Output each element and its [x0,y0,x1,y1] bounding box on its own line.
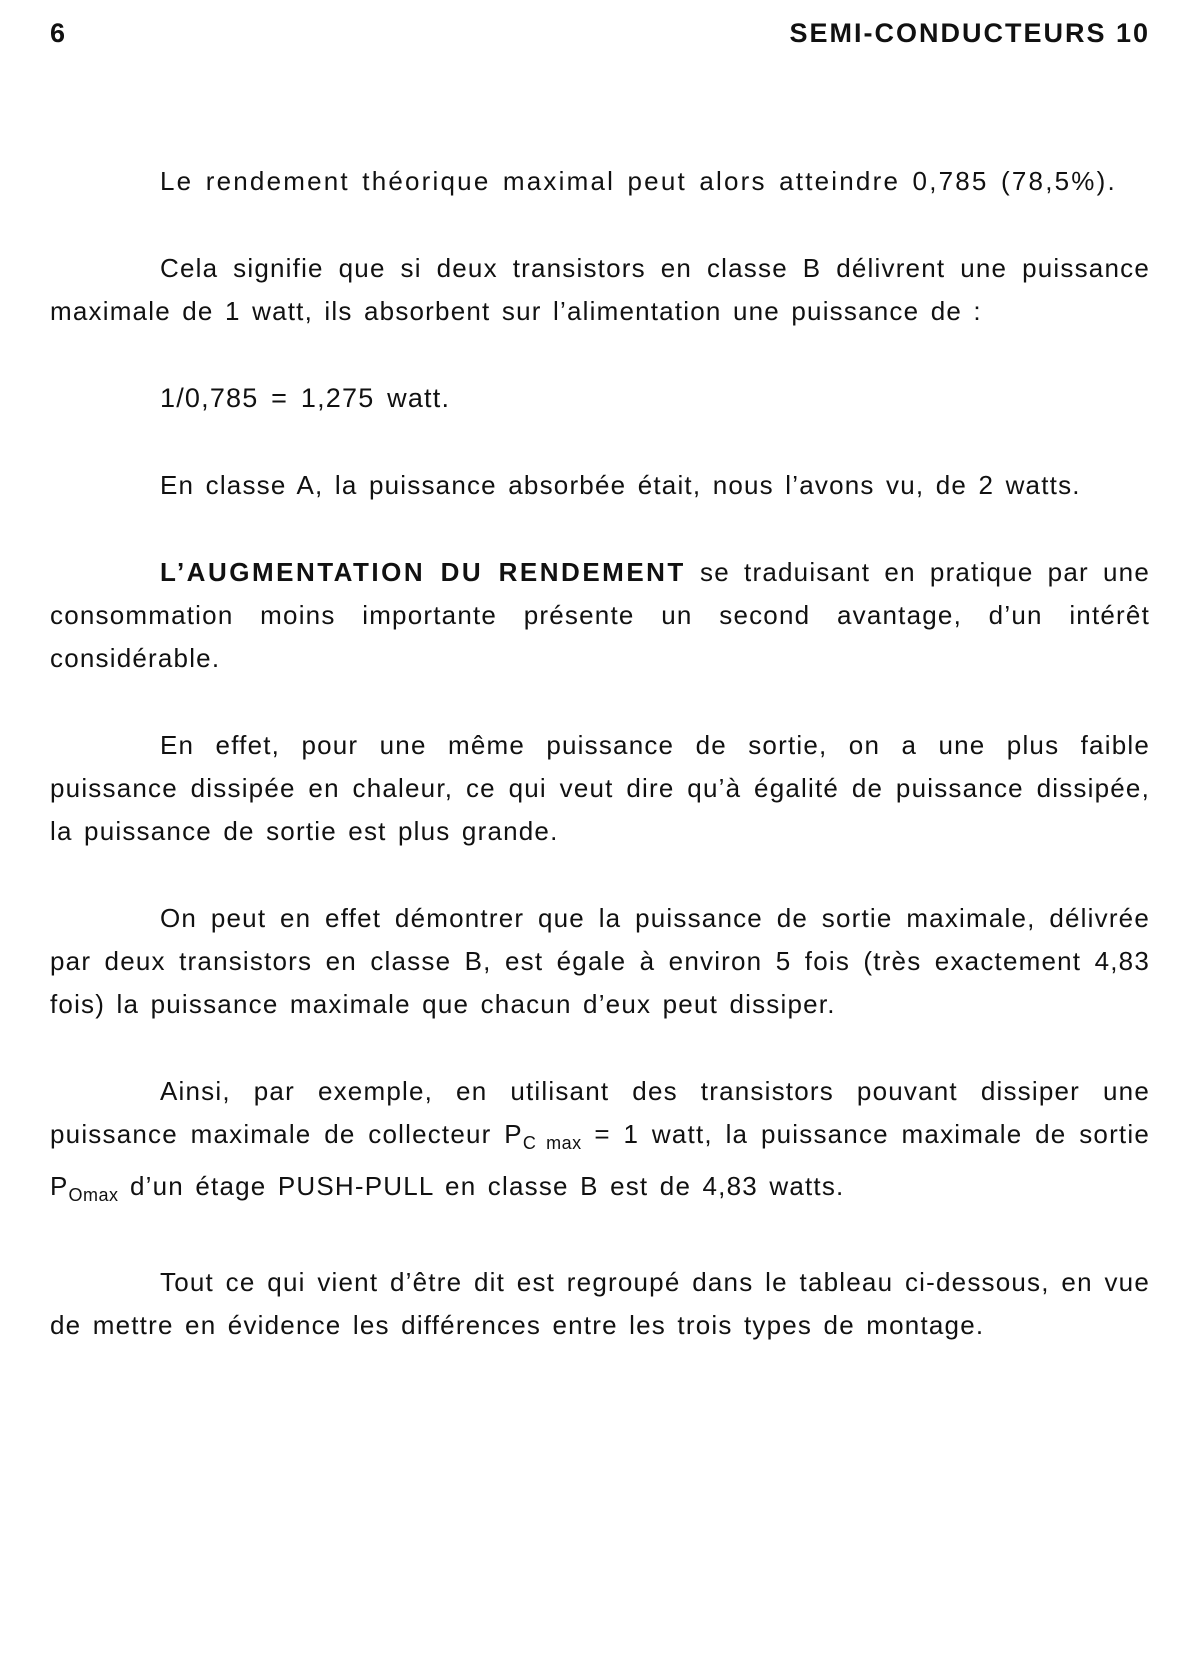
paragraph-en-effet: En effet, pour une même puissance de sortie, on a une plus faible puissance dissipée en chaleur, ce qui veut dire qu’à égalité de puissance dissipée, la puissance de sortie est plus grande. [50,730,1150,846]
paragraph-demonstration: On peut en effet démontrer que la puissance de sortie maximale, délivrée par deux transistors en classe B, est égale à environ 5 fois (très exactement 4,83 fois) la puissance maximale que chacun d’eux peut dissiper. [50,903,1150,1019]
paragraph-augmentation-rendement [50,551,1150,680]
running-header [50,18,1150,58]
paragraph-classe-b-puissance: Cela signifie que si deux transistors en classe B délivrent une puissance maximale de 1 watt, ils absorbent sur l’alimentation une puissance de : [50,253,1150,326]
pc-max-symbol: P [504,1119,523,1149]
exemple-text-part3: d’un étage PUSH-PULL en classe B est de 4,83 watts. [118,1171,845,1201]
paragraph-augmentation-rendement-text: se traduisant en pratique par une consommation moins importante présente un second avantage, d’un intérêt considérable. [50,557,1150,673]
formula-puissance-absorbee: 1/0,785 = 1,275 watt. [160,383,451,413]
po-max-subscript: Omax [68,1185,119,1205]
po-max-symbol: P [50,1171,69,1201]
exemple-text-part1: Ainsi, par exemple, en utilisant des transistors pouvant dissiper une puissance maximale de collecteur [50,1076,1150,1149]
emphasis-augmentation-rendement: L’AUGMENTATION DU RENDEMENT [160,557,686,587]
paragraph-classe-a: En classe A, la puissance absorbée était, nous l’avons vu, de 2 watts. [160,470,1081,500]
paragraph-exemple-push-pull [50,1070,1150,1217]
pc-max-subscript: C max [522,1133,582,1153]
page-body [50,160,1150,1391]
exemple-text-part2: = 1 watt, la puissance maximale de sortie [581,1119,1150,1149]
running-title: SEMI-CONDUCTEURS 10 [789,18,1150,48]
paragraph-rendement-theorique: Le rendement théorique maximal peut alors atteindre 0,785 (78,5%). [160,166,1117,196]
paragraph-tableau: Tout ce qui vient d’être dit est regroupé dans le tableau ci-dessous, en vue de mettre en évidence les différences entre les trois types de montage. [50,1267,1150,1340]
page-number: 6 [50,18,68,48]
